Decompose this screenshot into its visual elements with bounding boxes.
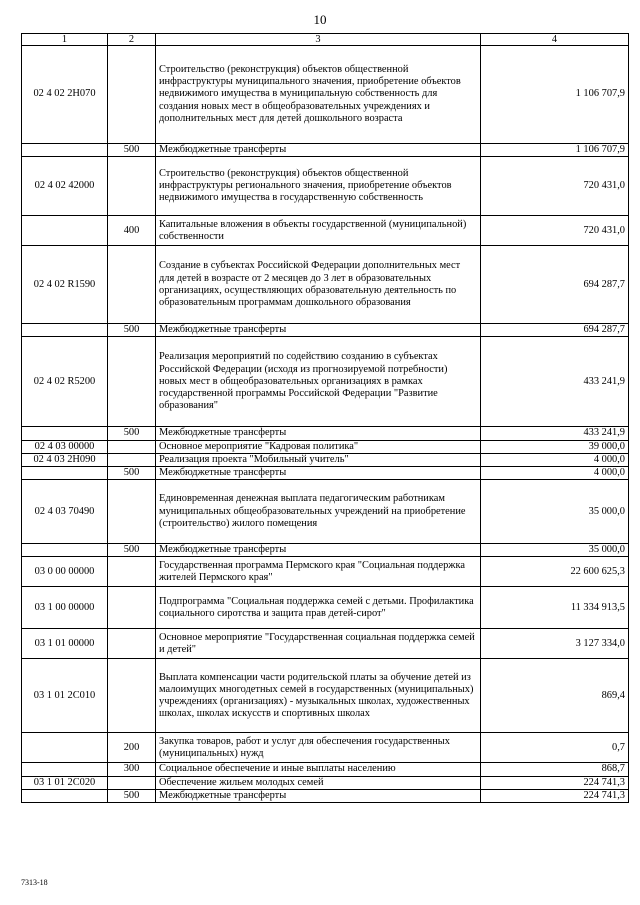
sum-cell: 868,7 [481,763,629,776]
name-cell: Межбюджетные трансферты [156,144,481,157]
name-cell: Основное мероприятие "Кадровая политика" [156,440,481,453]
name-cell: Подпрограмма "Социальная поддержка семей с детьми. Профилактика социального сиротства и защита прав детей-сирот" [156,587,481,629]
code-cell [22,544,108,557]
footer-code: 7313-18 [21,878,48,887]
header-cell: 1 [22,34,108,46]
type-cell: 500 [108,789,156,802]
sum-cell: 224 741,3 [481,776,629,789]
sum-cell: 694 287,7 [481,246,629,324]
table-header-row [22,34,629,46]
name-cell: Государственная программа Пермского края "Социальная поддержка жителей Пермского края" [156,557,481,587]
code-cell: 02 4 03 00000 [22,440,108,453]
code-cell [22,144,108,157]
name-cell: Обеспечение жильем молодых семей [156,776,481,789]
name-cell: Строительство (реконструкция) объектов общественной инфраструктуры муниципального значения, приобретение объектов недвижимого имущества в муниципальную собственность для создания новых мест в общеобразовательных учреждениях и дополнительных мест для детей дошкольного возраста [156,46,481,144]
name-cell: Межбюджетные трансферты [156,544,481,557]
table-row [22,157,629,216]
table-row [22,587,629,629]
sum-cell: 433 241,9 [481,427,629,440]
code-cell: 03 1 01 00000 [22,629,108,659]
code-cell [22,427,108,440]
type-cell: 300 [108,763,156,776]
page-number: 10 [313,12,327,27]
code-cell: 03 1 01 2С010 [22,659,108,733]
type-cell [108,453,156,466]
code-cell [22,789,108,802]
table-row [22,144,629,157]
sum-cell: 39 000,0 [481,440,629,453]
type-cell [108,776,156,789]
name-cell: Строительство (реконструкция) объектов общественной инфраструктуры регионального значения, приобретение объектов недвижимого имущества в государственную собственность [156,157,481,216]
name-cell: Выплата компенсации части родительской платы за обучение детей из малоимущих многодетных семей в государственных (муниципальных) учреждениях (организациях) - музыкальных школах, художественных школах, школах искусств и спортивных школах [156,659,481,733]
name-cell: Закупка товаров, работ и услуг для обеспечения государственных (муниципальных) нужд [156,733,481,763]
sum-cell: 3 127 334,0 [481,629,629,659]
code-cell: 02 4 03 70490 [22,480,108,544]
sum-cell: 11 334 913,5 [481,587,629,629]
type-cell: 500 [108,544,156,557]
type-cell: 400 [108,216,156,246]
table-row [22,480,629,544]
table-row [22,659,629,733]
type-cell [108,587,156,629]
code-cell: 02 4 02 42000 [22,157,108,216]
table-row [22,46,629,144]
type-cell: 200 [108,733,156,763]
type-cell [108,157,156,216]
name-cell: Межбюджетные трансферты [156,789,481,802]
type-cell: 500 [108,324,156,337]
name-cell: Межбюджетные трансферты [156,427,481,440]
header-cell: 3 [156,34,481,46]
table-row [22,789,629,802]
table-row [22,427,629,440]
type-cell [108,557,156,587]
sum-cell: 1 106 707,9 [481,46,629,144]
type-cell [108,659,156,733]
table-row [22,467,629,480]
code-cell: 02 4 02 2Н070 [22,46,108,144]
type-cell [108,246,156,324]
code-cell: 02 4 02 R1590 [22,246,108,324]
table-row [22,557,629,587]
code-cell: 02 4 02 R5200 [22,337,108,427]
code-cell: 03 0 00 00000 [22,557,108,587]
sum-cell: 720 431,0 [481,216,629,246]
sum-cell: 22 600 625,3 [481,557,629,587]
name-cell: Единовременная денежная выплата педагогическим работникам муниципальных общеобразовательных учреждений на приобретение (строительство) жилого помещения [156,480,481,544]
sum-cell: 0,7 [481,733,629,763]
table-row [22,246,629,324]
code-cell [22,733,108,763]
sum-cell: 4 000,0 [481,453,629,466]
name-cell: Основное мероприятие "Государственная социальная поддержка семей и детей" [156,629,481,659]
name-cell: Реализация проекта "Мобильный учитель" [156,453,481,466]
sum-cell: 869,4 [481,659,629,733]
header-cell: 2 [108,34,156,46]
code-cell [22,763,108,776]
code-cell: 03 1 00 00000 [22,587,108,629]
type-cell: 500 [108,427,156,440]
name-cell: Создание в субъектах Российской Федерации дополнительных мест для детей в возрасте от 2 месяцев до 3 лет в образовательных организациях, осуществляющих образовательную деятельность по образовательным программам дошкольного образования [156,246,481,324]
code-cell [22,324,108,337]
table-row [22,733,629,763]
type-cell: 500 [108,467,156,480]
name-cell: Капитальные вложения в объекты государственной (муниципальной) собственности [156,216,481,246]
sum-cell: 694 287,7 [481,324,629,337]
type-cell [108,480,156,544]
type-cell [108,629,156,659]
type-cell [108,46,156,144]
type-cell [108,337,156,427]
code-cell [22,216,108,246]
sum-cell: 35 000,0 [481,480,629,544]
code-cell [22,467,108,480]
code-cell: 03 1 01 2С020 [22,776,108,789]
name-cell: Межбюджетные трансферты [156,324,481,337]
table-row [22,776,629,789]
table-row [22,629,629,659]
sum-cell: 433 241,9 [481,337,629,427]
name-cell: Социальное обеспечение и иные выплаты населению [156,763,481,776]
type-cell: 500 [108,144,156,157]
code-cell: 02 4 03 2Н090 [22,453,108,466]
sum-cell: 720 431,0 [481,157,629,216]
table-row [22,216,629,246]
name-cell: Реализация мероприятий по содействию созданию в субъектах Российской Федерации (исходя из прогнозируемой потребности) новых мест в общеобразовательных организациях в рамках государственной программы Российской Федерации "Развитие образования" [156,337,481,427]
name-cell: Межбюджетные трансферты [156,467,481,480]
budget-table [21,33,629,803]
table-row [22,440,629,453]
table-row [22,763,629,776]
sum-cell: 35 000,0 [481,544,629,557]
table-row [22,337,629,427]
sum-cell: 224 741,3 [481,789,629,802]
type-cell [108,440,156,453]
table-row [22,324,629,337]
table-row [22,544,629,557]
sum-cell: 1 106 707,9 [481,144,629,157]
table-row [22,453,629,466]
header-cell: 4 [481,34,629,46]
sum-cell: 4 000,0 [481,467,629,480]
